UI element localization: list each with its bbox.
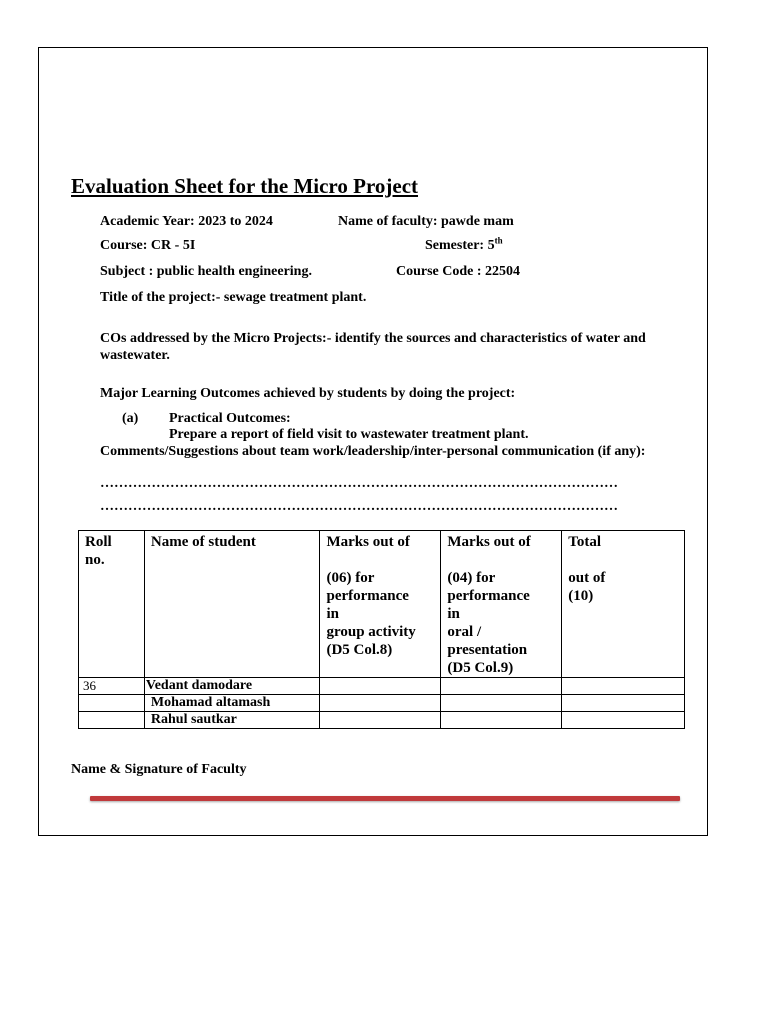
academic-year: Academic Year: 2023 to 2024 (100, 214, 273, 229)
column-header-group-marks: Marks out of (06) for performance in group activity (D5 Col.8) (320, 531, 441, 678)
signature-label: Name & Signature of Faculty (71, 762, 247, 777)
page-title: Evaluation Sheet for the Micro Project (71, 174, 419, 198)
total-cell (562, 712, 685, 729)
outcome-label: Practical Outcomes: (169, 411, 291, 426)
table-header-row (79, 531, 685, 678)
oral-marks-cell (441, 712, 562, 729)
total-cell (562, 678, 685, 695)
column-header-name: Name of student (144, 531, 320, 678)
course-code: Course Code : 22504 (396, 264, 521, 279)
roll-cell: 36 (79, 678, 145, 695)
group-marks-cell (320, 678, 441, 695)
marks-table (78, 530, 685, 729)
outcome-marker: (a) (122, 411, 139, 426)
cos-addressed: COs addressed by the Micro Projects:- identify the sources and characteristics of water and wastewater. (100, 331, 646, 363)
semester (425, 235, 503, 254)
oral-marks-cell (441, 695, 562, 712)
group-marks-cell (320, 712, 441, 729)
total-cell (562, 695, 685, 712)
semester-suffix: th (494, 235, 503, 246)
oral-marks-cell (441, 678, 562, 695)
roll-cell (79, 712, 145, 729)
group-marks-cell (320, 695, 441, 712)
roll-cell (79, 695, 145, 712)
column-header-roll: Roll no. (79, 531, 145, 678)
dotted-line: ………………………………………………………………………………………………… (100, 499, 618, 514)
table-row (79, 695, 685, 712)
red-divider-line (90, 796, 680, 801)
faculty-name: Name of faculty: pawde mam (338, 214, 514, 229)
column-header-oral-marks: Marks out of (04) for performance in oral / presentation (D5 Col.9) (441, 531, 562, 678)
student-name-cell: Rahul sautkar (144, 712, 320, 729)
subject: Subject : public health engineering. (100, 264, 312, 279)
table-row (79, 678, 685, 695)
project-title: Title of the project:- sewage treatment plant. (100, 290, 367, 305)
student-name-cell: Vedant damodare (144, 678, 320, 695)
learning-outcomes-heading: Major Learning Outcomes achieved by students by doing the project: (100, 386, 516, 401)
student-name-cell: Mohamad altamash (144, 695, 320, 712)
outcome-text: Prepare a report of field visit to wastewater treatment plant. (169, 427, 529, 442)
dotted-line: ………………………………………………………………………………………………… (100, 476, 618, 491)
table-row (79, 712, 685, 729)
course: Course: CR - 5I (100, 238, 196, 253)
semester-value: Semester: 5 (425, 238, 495, 253)
column-header-total: Total out of (10) (562, 531, 685, 678)
comments-label: Comments/Suggestions about team work/leadership/inter-personal communication (if any): (100, 444, 646, 459)
